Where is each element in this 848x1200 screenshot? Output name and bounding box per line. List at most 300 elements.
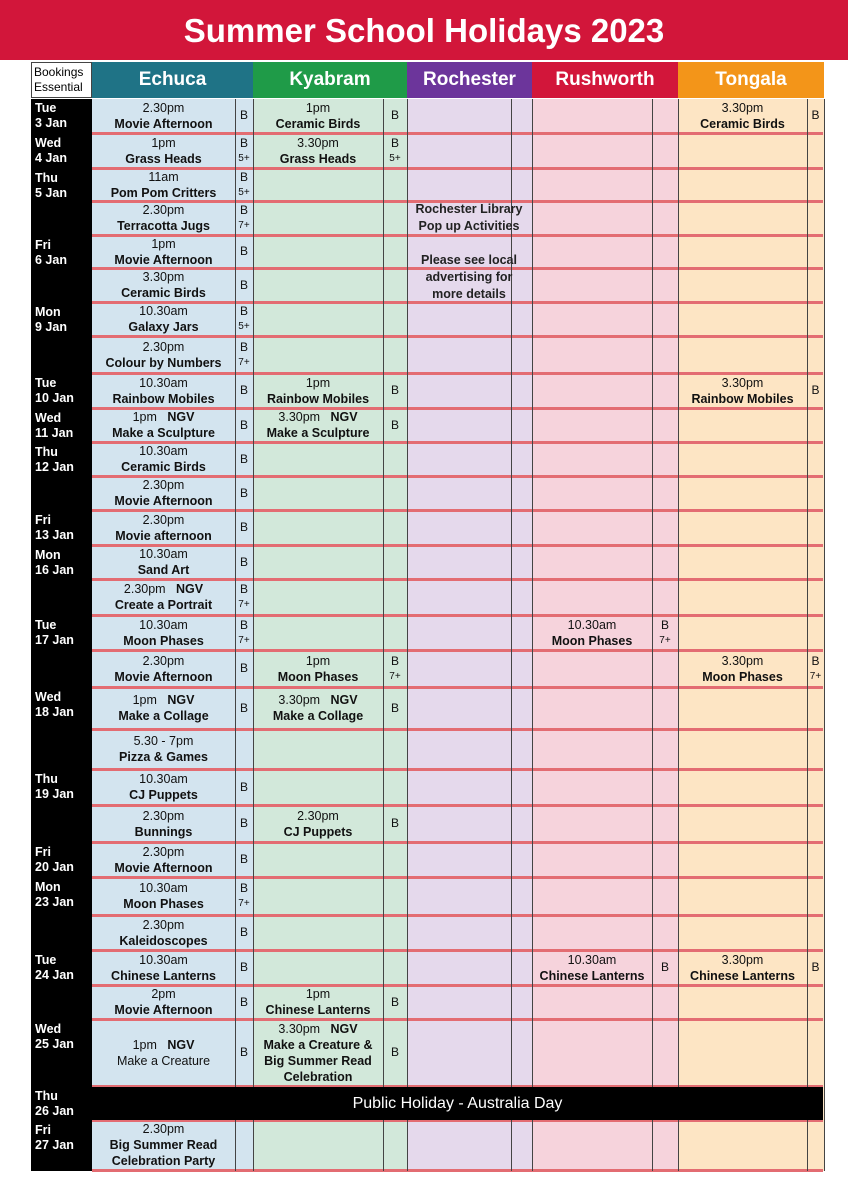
booking-required: B [239,383,248,397]
event-time-line [92,477,235,493]
event-tongala[interactable] [678,651,807,686]
event-echuca[interactable] [92,169,235,200]
event-echuca[interactable] [92,616,235,649]
day-label [31,443,92,475]
event-time: 2.30pm [142,1122,185,1136]
event-title-line [92,896,235,912]
rochester-note-text: advertising for [425,270,513,284]
weekday: Fri [35,238,51,252]
booking-required: B [390,653,399,668]
event-echuca[interactable] [92,409,235,441]
event-echuca[interactable] [92,916,235,949]
booking-marker [652,616,678,649]
event-title: Movie Afternoon [114,116,213,131]
event-echuca[interactable] [92,651,235,686]
event-title: Movie Afternoon [114,494,213,508]
ngv-tag: NGV [167,1037,195,1052]
age-restriction: 5+ [238,321,250,332]
event-kyabram[interactable] [253,99,383,132]
event-time: 10.30am [139,547,188,561]
day-label [31,1087,92,1119]
event-title-line [92,391,235,407]
event-kyabram[interactable] [253,986,383,1018]
booking-marker [235,374,253,407]
booking-marker [383,651,407,686]
weekday: Fri [35,513,51,527]
event-title-line [92,355,235,371]
event-echuca[interactable] [92,477,235,509]
booking-marker [235,134,253,167]
booking-required: B [390,417,399,432]
event-time: 10.30am [139,444,188,458]
event-title: Ceramic Birds [700,116,785,131]
booking-required: B [390,994,399,1009]
event-time-line [92,375,235,391]
day-label [31,99,92,132]
event-time-line [92,808,235,824]
event-kyabram[interactable] [253,134,383,167]
booking-marker [383,99,407,132]
age-restriction: 7+ [238,356,250,368]
event-kyabram[interactable] [253,409,383,441]
event-title: Create a Portrait [114,598,213,612]
event-title-line [253,116,383,132]
event-title-line [92,1153,235,1169]
event-echuca[interactable] [92,374,235,407]
event-time: 3.30pm [142,270,185,284]
date: 26 Jan [35,1104,74,1118]
event-title: Chinese Lanterns [111,968,216,983]
weekday: Tue [35,618,57,632]
event-echuca[interactable] [92,1121,235,1169]
booking-marker [383,409,407,441]
booking-marker [235,477,253,509]
event-time-line [92,617,235,633]
booking-required: B [239,881,248,895]
event-title-line [92,185,235,201]
weekday: Tue [35,376,57,390]
event-time-line [253,692,383,708]
event-time-line [92,546,235,562]
event-title: Movie Afternoon [114,1003,213,1017]
event-title-line [92,749,235,765]
event-time-line [678,952,807,968]
booking-required: B [390,1045,399,1059]
booking-marker [235,770,253,804]
event-echuca[interactable] [92,843,235,876]
public-holiday-text: Public Holiday - Australia Day [352,1094,563,1112]
event-time: 10.30am [139,952,188,967]
event-title: Moon Phases [702,669,783,684]
event-time: 2.30pm [142,478,185,492]
booking-marker [383,134,407,167]
event-echuca[interactable] [92,806,235,841]
booking-marker [383,374,407,407]
booking-required: B [239,339,248,354]
booking-required: B [811,653,820,668]
event-title: Make a Creature [116,1053,211,1068]
booking-marker [235,409,253,441]
event-time: 2.30pm [142,203,185,217]
event-kyabram[interactable] [253,806,383,841]
day-label [31,511,92,544]
booking-required: B [239,485,248,500]
event-time-line [253,100,383,116]
booking-required: B [239,135,248,150]
booking-marker [235,546,253,578]
booking-required: B [239,554,248,569]
booking-marker [235,1020,253,1085]
event-title: Sand Art [137,563,190,577]
event-title-2: Celebration Party [111,1154,216,1168]
column-header-label: Tongala [715,69,787,90]
day-label [31,688,92,728]
day-label [31,546,92,578]
column-header-label: Kyabram [289,69,371,90]
event-title: Rainbow Mobiles [266,391,370,406]
booking-marker [807,651,824,686]
date: 27 Jan [35,1138,74,1152]
booking-marker [383,688,407,728]
event-title-line [253,1002,383,1018]
event-title-line [92,787,235,803]
event-time: 10.30am [139,617,188,632]
event-time: 2.30pm [142,808,185,823]
event-time-line [92,202,235,218]
event-time: 1pm [305,100,331,115]
date: 12 Jan [35,460,74,474]
day-label [31,374,92,407]
day-label [31,303,92,335]
event-echuca[interactable] [92,546,235,578]
bookings-label-line2: Essential [34,80,83,94]
event-title: Ceramic Birds [121,286,206,300]
ngv-tag: NGV [167,410,195,424]
event-time-line [253,375,383,391]
event-title-line [678,968,807,984]
event-title-line [92,151,235,167]
ngv-tag: NGV [330,1021,358,1036]
booking-marker [235,337,253,372]
column-divider [678,99,679,1171]
event-time-line [253,1021,383,1037]
event-title-line [253,708,383,724]
day-label [31,409,92,441]
column-header-label: Rushworth [555,69,655,90]
booking-marker [235,236,253,267]
event-title-line [92,116,235,132]
rochester-popup-note [407,201,531,331]
event-title: Chinese Lanterns [265,1003,371,1017]
event-title-3: Celebration [283,1069,353,1084]
event-title-line [92,459,235,475]
date: 11 Jan [35,426,74,440]
event-time-line [532,617,652,633]
event-time: 2.30pm [142,653,185,668]
day-label [31,616,92,649]
event-title: Rainbow Mobiles [691,391,794,406]
rochester-note-line [407,286,531,303]
event-echuca[interactable] [92,986,235,1018]
age-restriction: 5+ [238,152,250,164]
event-title-line [92,968,235,984]
event-title: Galaxy Jars [128,320,199,334]
event-title-line [253,1037,383,1053]
booking-required: B [390,135,399,150]
event-echuca[interactable] [92,951,235,984]
column-divider [824,99,825,1171]
event-title: Make a Sculpture [266,426,370,440]
event-time: 1pm [132,410,157,424]
event-rushworth[interactable] [532,951,652,984]
age-restriction: 7+ [238,634,250,646]
booking-required: B [239,1045,248,1059]
event-echuca[interactable] [92,337,235,372]
rochester-note-line [407,252,531,269]
day-label [31,770,92,804]
booking-required: B [811,108,820,122]
rochester-note-line [407,218,531,235]
event-title-line [253,391,383,407]
event-title-line [92,597,235,613]
event-time: 2.30pm [142,339,185,354]
event-title: Bunnings [134,824,193,839]
column-header-label: Rochester [423,69,516,90]
event-title: CJ Puppets [129,788,198,802]
event-time-line [92,100,235,116]
event-time: 2.30pm [123,582,166,596]
event-time: 2.30pm [142,512,185,527]
event-time: 2.30pm [142,844,185,859]
weekday: Mon [35,880,61,894]
event-title: Rainbow Mobiles [112,391,215,406]
event-time-line [253,409,383,425]
event-title: Pizza & Games [119,750,208,764]
event-time: 1pm [132,693,157,707]
event-tongala[interactable] [678,374,807,407]
event-time: 3.30pm [278,410,321,424]
booking-marker [235,951,253,984]
event-echuca[interactable] [92,770,235,804]
event-echuca[interactable] [92,134,235,167]
booking-required: B [811,383,820,397]
day-label [31,878,92,914]
booking-required: B [239,661,248,675]
booking-required: B [390,108,399,122]
event-echuca[interactable] [92,688,235,728]
weekday: Wed [35,136,62,150]
event-kyabram[interactable] [253,651,383,686]
booking-marker [235,303,253,335]
event-time-line [253,135,383,151]
booking-required: B [239,779,248,794]
event-title: Movie Afternoon [114,252,213,267]
booking-marker [235,616,253,649]
age-restriction: 7+ [238,898,250,909]
bookings-label-line1: Bookings [34,65,84,79]
event-time-line [92,1121,235,1137]
event-tongala[interactable] [678,951,807,984]
event-time: 11am [148,169,179,184]
rochester-note-text: Pop up Activities [418,219,520,233]
booking-required: B [239,816,248,830]
event-time: 10.30am [139,881,188,895]
booking-required: B [239,925,248,939]
date: 18 Jan [35,705,74,719]
event-kyabram[interactable] [253,374,383,407]
public-holiday-banner [92,1087,823,1120]
event-echuca[interactable] [92,303,235,335]
weekday: Thu [35,1089,58,1103]
booking-marker [807,951,824,984]
event-title-line [92,493,235,509]
weekday: Thu [35,171,58,185]
rochester-note-line [407,269,531,286]
event-title-line [92,528,235,544]
day-label [31,169,92,200]
weekday: Tue [35,953,57,967]
event-title-line [532,968,652,984]
event-time: 10.30am [567,952,617,967]
event-time: 3.30pm [721,653,764,668]
event-title: Colour by Numbers [105,355,222,370]
event-time-line [92,986,235,1002]
row-divider [92,1169,823,1172]
event-echuca[interactable] [92,878,235,914]
booking-required: B [239,582,248,596]
weekday: Wed [35,690,62,704]
event-echuca[interactable] [92,236,235,267]
event-time-line [92,1037,235,1053]
event-time-line [92,653,235,669]
event-time: 2.30pm [297,808,339,823]
rochester-note-text: more details [432,287,506,301]
booking-marker [235,580,253,614]
event-time-line [92,339,235,355]
event-title: Grass Heads [279,151,357,166]
ngv-tag: NGV [330,410,358,424]
event-time-line [92,303,235,319]
event-title-line [253,425,383,441]
date: 13 Jan [35,528,74,542]
weekday: Mon [35,305,61,319]
column-header-kyabram [253,62,407,98]
event-time: 3.30pm [278,693,321,707]
event-title: Make a Collage [118,709,209,723]
event-title-line [92,860,235,876]
booking-marker [235,99,253,132]
event-time: 3.30pm [721,100,764,115]
event-time: 10.30am [139,304,188,318]
event-title-line [253,151,383,167]
booking-required: B [811,960,820,974]
date: 9 Jan [35,320,67,334]
event-echuca[interactable] [92,580,235,614]
column-header-label: Echuca [138,69,207,90]
date: 25 Jan [35,1037,74,1051]
event-time: 3.30pm [721,952,764,967]
event-time-line [92,135,235,151]
event-title: Movie Afternoon [114,669,213,684]
date: 10 Jan [35,391,74,405]
event-title-line [92,285,235,301]
rochester-note-line [407,201,531,218]
event-title-line [678,669,807,685]
day-label [31,1121,92,1169]
event-title: Moon Phases [123,633,204,648]
booking-required: B [239,203,248,217]
date: 23 Jan [35,895,74,909]
booking-required: B [660,960,669,974]
age-restriction: 7+ [389,670,401,682]
event-title-line [92,633,235,649]
booking-marker [235,688,253,728]
booking-marker [383,986,407,1018]
event-time: 1pm [305,375,331,390]
event-time: 1pm [151,236,176,251]
event-time: 3.30pm [721,375,764,390]
event-title: Ceramic Birds [121,460,206,474]
booking-required: B [239,852,248,866]
date: 24 Jan [35,968,74,982]
event-time-line [253,653,383,669]
booking-marker [807,374,824,407]
day-label [31,134,92,167]
event-echuca[interactable] [92,511,235,544]
event-echuca[interactable] [92,1020,235,1085]
booking-marker [235,806,253,841]
date: 20 Jan [35,860,74,874]
event-title-line [532,633,652,649]
event-title: Grass Heads [125,151,202,166]
event-echuca[interactable] [92,269,235,301]
event-title-line [92,669,235,685]
event-time-line [92,771,235,787]
booking-marker [235,169,253,200]
age-restriction: 7+ [809,670,822,682]
day-label [31,236,92,267]
event-echuca[interactable] [92,443,235,475]
booking-marker [235,878,253,914]
age-restriction: 7+ [238,599,250,610]
event-kyabram[interactable] [253,688,383,728]
event-title-line [92,562,235,578]
event-echuca[interactable] [92,99,235,132]
column-fill-tongala [678,99,824,1171]
event-echuca[interactable] [92,730,235,768]
event-title-line [92,1053,235,1069]
event-time: 10.30am [139,772,188,786]
booking-marker [383,1020,407,1085]
event-title: Make a Sculpture [112,426,215,440]
event-time-line [92,917,235,933]
event-rushworth[interactable] [532,616,652,649]
weekday: Wed [35,1022,62,1036]
event-echuca[interactable] [92,202,235,234]
booking-required: B [239,169,248,184]
event-kyabram[interactable] [253,1020,383,1085]
event-time: 2pm [151,987,176,1001]
date: 5 Jan [35,186,67,200]
event-title-line [678,391,807,407]
bookings-essential-label [31,62,92,98]
event-time-line [92,512,235,528]
event-title: Big Summer Read [109,1138,218,1152]
day-label [31,951,92,984]
event-tongala[interactable] [678,99,807,132]
date: 19 Jan [35,787,74,801]
event-title: Chinese Lanterns [690,968,795,983]
